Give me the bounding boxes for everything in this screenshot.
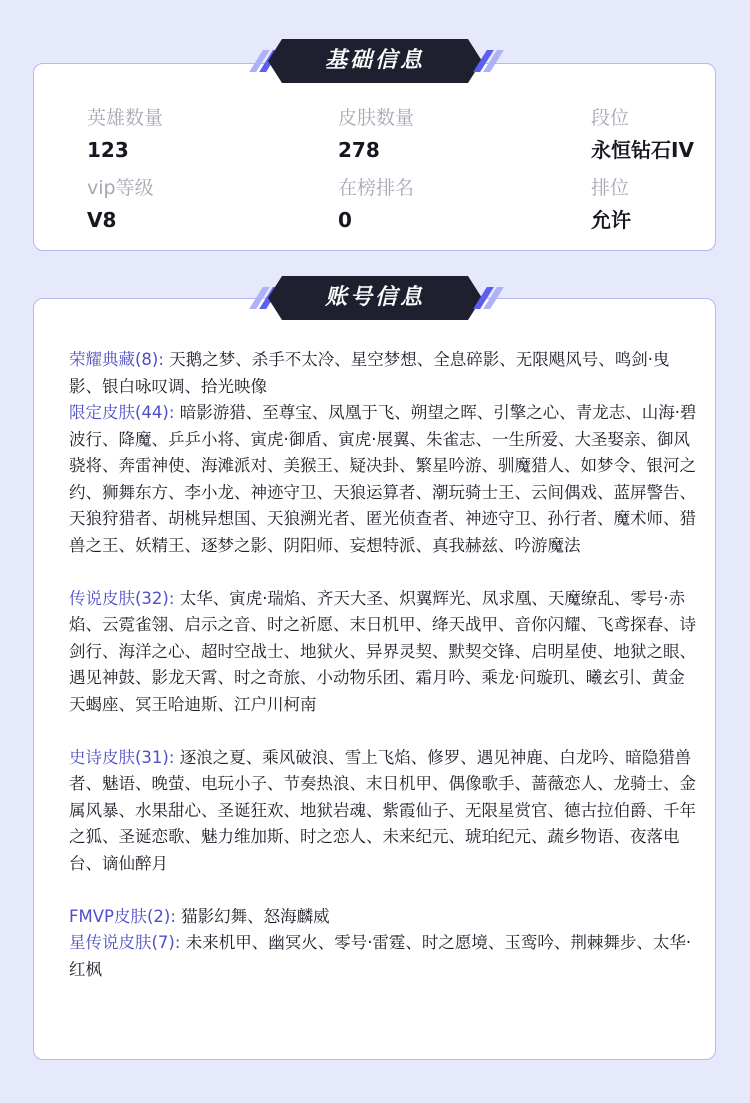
account-info-header: [250, 276, 500, 320]
stat-label: 皮肤数量: [338, 107, 415, 129]
skin-group-label: 星传说皮肤(7):: [69, 933, 181, 952]
stat-ranked-allowed: [591, 176, 631, 233]
stat-leaderboard-rank: [338, 176, 414, 233]
stat-label: 段位: [591, 107, 630, 129]
skin-group-items: 猫影幻舞、怒海麟威: [181, 906, 330, 926]
stat-value: 278: [338, 138, 380, 162]
stat-value: 123: [87, 138, 129, 162]
section-title: 基础信息: [324, 48, 425, 73]
skin-group-items: 暗影游猎、至尊宝、凤凰于飞、朔望之晖、引擎之心、青龙志、山海·碧波行、降魔、乒乒小将、寅虎·御盾、寅虎·展翼、朱雀志、一生所爱、大圣娶亲、御风骁将、奔雷神使、海滩派对、美猴王、疑决卦、繁星吟游、驯魔猎人、如梦令、银河之约、狮舞东方、李小龙、神迹守卫、天狼运算者、潮玩骑士王、云间偶戏、蓝屏警告、天狼狩猎者、胡桃异想国、天狼溯光者、匿光侦查者、神迹守卫、孙行者、魔术师、猎兽之王、妖精王、逐梦之影、阴阳师、妄想特派、真我赫兹、吟游魔法: [69, 403, 697, 555]
skin-group-label: FMVP皮肤(2):: [69, 906, 176, 926]
skin-group-epic: [69, 745, 699, 878]
skin-group-label: 史诗皮肤(31):: [69, 747, 175, 767]
skin-group-items: 太华、寅虎·瑞焰、齐天大圣、炽翼辉光、凤求凰、天魔缭乱、零号·赤焰、云霓雀翎、启示之音、时之祈愿、末日机甲、绛天战甲、音你闪耀、飞鸢探春、诗剑行、海洋之心、超时空战士、地狱火、异界灵契、默契交锋、启明星使、地狱之眼、遇见神鼓、影龙天霄、时之奇旅、小动物乐团、霜月吟、乘龙·问璇玑、曦玄引、黄金天蝎座、冥王哈迪斯、江户川柯南: [69, 588, 696, 714]
skin-group-label: 限定皮肤(44):: [69, 403, 175, 422]
skin-group-limited: [69, 400, 699, 559]
account-info-card: [33, 298, 716, 1060]
stat-value: V8: [87, 208, 117, 232]
stat-label: 英雄数量: [87, 107, 164, 129]
basic-info-header: [250, 39, 500, 83]
section-title: 账号信息: [324, 285, 425, 310]
skin-group-items: 未来机甲、幽冥火、零号·雷霆、时之愿境、玉鸾吟、荆棘舞步、太华·红枫: [69, 933, 692, 979]
skin-group-items: 天鹅之梦、杀手不太冷、星空梦想、全息碎影、无限飓风号、鸣剑·曳影、银白咏叹调、拾光映像: [69, 350, 670, 396]
stat-rank-tier: [591, 106, 694, 163]
stat-value: 永恒钻石IV: [591, 138, 694, 162]
skin-group-legend: [69, 586, 699, 719]
skin-group-items: 逐浪之夏、乘风破浪、雪上飞焰、修罗、遇见神鹿、白龙吟、暗隐猎兽者、魅语、晚萤、电玩小子、节奏热浪、末日机甲、偶像歌手、蔷薇恋人、龙骑士、金属风暴、水果甜心、圣诞狂欢、地狱岩魂、紫霞仙子、无限星赏官、德古拉伯爵、千年之狐、圣诞恋歌、魅力维加斯、时之恋人、未来纪元、琥珀纪元、蔬乡物语、夜落电台、谪仙醉月: [69, 747, 696, 873]
stat-label: vip等级: [87, 177, 154, 199]
basic-info-card: [33, 63, 716, 251]
stat-value: 允许: [591, 208, 631, 232]
stat-label: 排位: [591, 177, 630, 199]
skin-group-label: 传说皮肤(32):: [69, 588, 175, 608]
skin-group-fmvp: [69, 904, 699, 931]
skin-group-glory: [69, 347, 699, 400]
stat-value: 0: [338, 208, 352, 232]
skin-list: [69, 347, 699, 983]
stat-skin-count: [338, 106, 414, 163]
skin-group-star-legend: [69, 930, 699, 983]
stat-label: 在榜排名: [338, 177, 415, 199]
stat-hero-count: [87, 106, 163, 163]
skin-group-label: 荣耀典藏(8):: [69, 350, 164, 369]
stat-vip-level: [87, 176, 154, 233]
